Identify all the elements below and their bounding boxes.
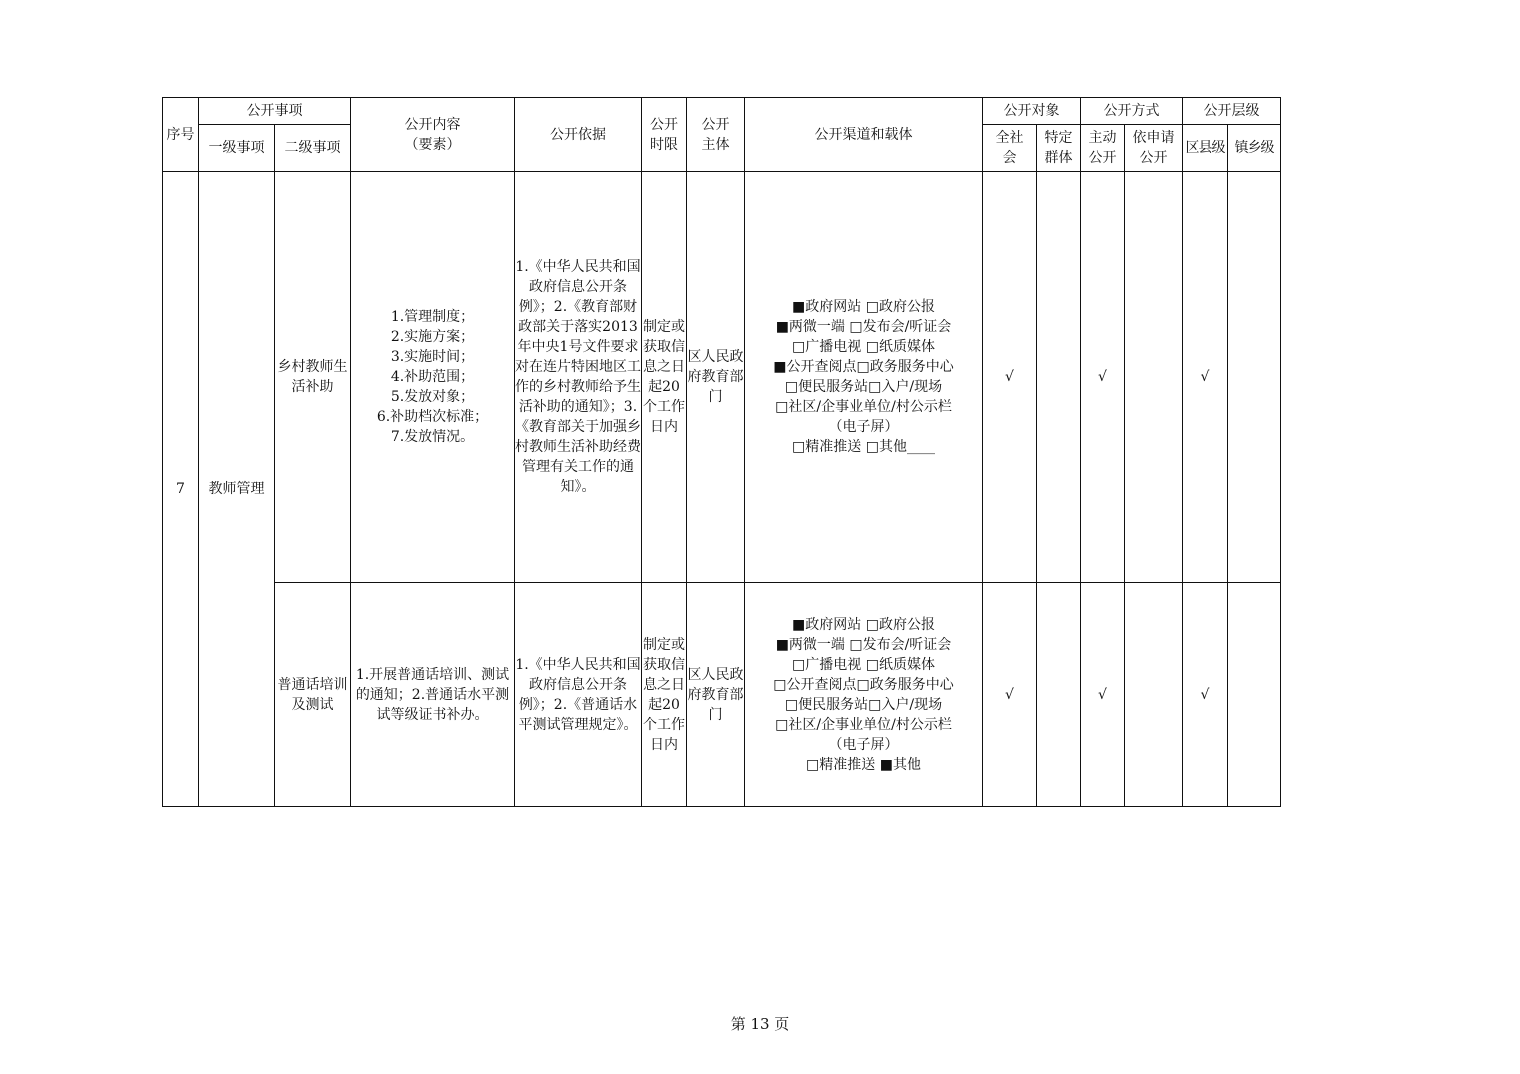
channel-line: □广播电视 □纸质媒体 bbox=[792, 339, 935, 355]
header-content-line1: 公开内容 bbox=[404, 116, 461, 133]
header-level2: 二级事项 bbox=[275, 125, 351, 172]
level2-item bbox=[275, 172, 351, 583]
table-row bbox=[163, 172, 1281, 583]
level-town-check bbox=[1228, 583, 1281, 807]
channels-cell bbox=[745, 583, 983, 807]
header-level1: 一级事项 bbox=[199, 125, 275, 172]
mode-apply-check bbox=[1125, 583, 1183, 807]
level-town-check bbox=[1228, 172, 1281, 583]
target-specific-check bbox=[1037, 172, 1081, 583]
header-time-limit-line2: 时限 bbox=[650, 136, 678, 153]
header-time-limit-line1: 公开 bbox=[650, 116, 678, 133]
header-target-specific-line2: 群体 bbox=[1044, 150, 1073, 166]
header-target-specific-line1: 特定 bbox=[1044, 130, 1073, 146]
channel-line: （电子屏） bbox=[828, 419, 899, 435]
level1-item: 教师管理 bbox=[199, 172, 275, 807]
time-limit-cell bbox=[642, 172, 687, 583]
content-line: 5.发放对象； bbox=[390, 389, 475, 405]
channel-line: （电子屏） bbox=[828, 736, 899, 753]
content-line: 3.实施时间； bbox=[390, 349, 475, 365]
header-target-all bbox=[983, 125, 1037, 172]
target-all-check: √ bbox=[983, 172, 1037, 583]
basis-cell bbox=[515, 172, 642, 583]
channel-line: ■政府网站 □政府公报 bbox=[792, 616, 935, 633]
basis-text: 1.《中华人民共和国政府信息公开条例》；2.《普通话水平测试管理规定》。 bbox=[515, 656, 641, 733]
header-seq: 序号 bbox=[163, 98, 199, 172]
channel-line: □精准推送 ■其他 bbox=[806, 756, 921, 773]
content-line: 4.补助范围； bbox=[390, 369, 475, 385]
channel-line: ■两微一端 □发布会/听证会 bbox=[775, 319, 952, 335]
level-county-check: √ bbox=[1183, 583, 1228, 807]
mode-active-check: √ bbox=[1081, 172, 1125, 583]
time-limit-cell bbox=[642, 583, 687, 807]
header-mode-active bbox=[1081, 125, 1125, 172]
header-subject-line1: 公开 bbox=[701, 116, 730, 133]
mode-apply-check bbox=[1125, 172, 1183, 583]
channel-line: □社区/企事业单位/村公示栏 bbox=[775, 399, 952, 415]
header-level-town: 镇乡级 bbox=[1228, 125, 1281, 172]
header-target-group: 公开对象 bbox=[983, 98, 1081, 125]
header-target-specific bbox=[1037, 125, 1081, 172]
header-row-1 bbox=[163, 98, 1281, 125]
channel-line: □精准推送 □其他____ bbox=[792, 439, 935, 455]
level2-item-text: 乡村教师生活补助 bbox=[277, 359, 348, 395]
basis-text: 1.《中华人民共和国政府信息公开条例》；2.《教育部财政部关于落实2013年中央1号文件要求对在连片特困地区工作的乡村教师给予生活补助的通知》；3.《教育部关于加强乡村教师生活补助经费管理有关工作的通知》。 bbox=[515, 259, 641, 495]
header-target-all-line1: 全社 bbox=[995, 130, 1024, 146]
header-mode-apply bbox=[1125, 125, 1183, 172]
header-mode-active-line2: 公开 bbox=[1088, 150, 1117, 166]
channel-line: ■公开查阅点□政务服务中心 bbox=[773, 359, 954, 375]
header-items-group: 公开事项 bbox=[199, 98, 351, 125]
header-subject bbox=[687, 98, 745, 172]
content-line: 6.补助档次标准； bbox=[376, 409, 489, 425]
page-number: 第 13 页 bbox=[730, 1015, 790, 1033]
seq-number: 7 bbox=[163, 172, 199, 807]
content-cell bbox=[351, 172, 515, 583]
channels-cell bbox=[745, 172, 983, 583]
channel-line: □社区/企事业单位/村公示栏 bbox=[775, 716, 952, 733]
content-cell bbox=[351, 583, 515, 807]
header-target-all-line2: 会 bbox=[1002, 150, 1017, 166]
time-limit-text: 制定或获取信息之日起20个工作日内 bbox=[643, 319, 685, 435]
basis-cell bbox=[515, 583, 642, 807]
target-specific-check bbox=[1037, 583, 1081, 807]
header-content-line2: （要素） bbox=[404, 136, 461, 153]
channel-line: ■政府网站 □政府公报 bbox=[792, 299, 935, 315]
header-subject-line2: 主体 bbox=[701, 136, 730, 153]
channel-line: □便民服务站□入户/现场 bbox=[784, 696, 943, 713]
level-county-check: √ bbox=[1183, 172, 1228, 583]
content-line: 1.管理制度； bbox=[390, 309, 475, 325]
target-all-check: √ bbox=[983, 583, 1037, 807]
level2-item-text: 普通话培训及测试 bbox=[277, 676, 348, 713]
header-time-limit bbox=[642, 98, 687, 172]
subject-cell bbox=[687, 583, 745, 807]
channel-line: □便民服务站□入户/现场 bbox=[784, 379, 943, 395]
channel-line: ■两微一端 □发布会/听证会 bbox=[775, 636, 952, 653]
header-basis: 公开依据 bbox=[515, 98, 642, 172]
header-level-county: 区县级 bbox=[1183, 125, 1228, 172]
subject-text: 区人民政府教育部门 bbox=[687, 666, 744, 723]
header-channels: 公开渠道和载体 bbox=[745, 98, 983, 172]
content-line: 2.实施方案； bbox=[390, 329, 475, 345]
content-text: 1.开展普通话培训、测试的通知；2.普通话水平测试等级证书补办。 bbox=[355, 666, 510, 723]
mode-active-check: √ bbox=[1081, 583, 1125, 807]
header-level-group: 公开层级 bbox=[1183, 98, 1281, 125]
header-mode-apply-line1: 依申请 bbox=[1132, 130, 1175, 146]
channel-line: □广播电视 □纸质媒体 bbox=[792, 656, 935, 673]
content-line: 7.发放情况。 bbox=[390, 429, 475, 445]
table-row bbox=[163, 583, 1281, 807]
header-mode-active-line1: 主动 bbox=[1088, 130, 1117, 146]
disclosure-table bbox=[162, 97, 1281, 807]
subject-cell bbox=[687, 172, 745, 583]
header-content bbox=[351, 98, 515, 172]
channel-line: □公开查阅点□政务服务中心 bbox=[773, 676, 954, 693]
header-mode-group: 公开方式 bbox=[1081, 98, 1183, 125]
header-mode-apply-line2: 公开 bbox=[1139, 150, 1168, 166]
time-limit-text: 制定或获取信息之日起20个工作日内 bbox=[643, 636, 685, 753]
level2-item bbox=[275, 583, 351, 807]
subject-text: 区人民政府教育部门 bbox=[687, 349, 744, 405]
